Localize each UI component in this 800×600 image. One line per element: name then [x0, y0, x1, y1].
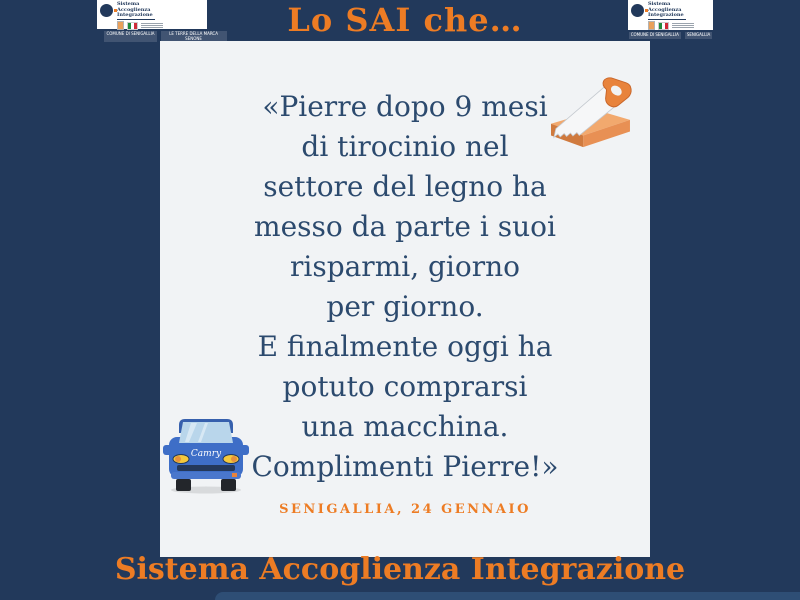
logo-name-line: Accoglienza	[117, 6, 151, 13]
partner-chip: COMUNE DI SENIGALLIA	[630, 32, 679, 37]
quote-line: potuto comprarsi	[282, 370, 528, 403]
partner-strip-right	[622, 32, 719, 39]
quote-line: «Pierre dopo 9 mesi	[262, 90, 548, 123]
logo-name-line: Accoglienza	[648, 6, 682, 13]
sai-logo-box	[628, 0, 713, 30]
logo-name-line: Sistema	[117, 1, 140, 7]
sai-logo-box	[97, 0, 207, 29]
quote-line: messo da parte i suoi	[254, 210, 556, 243]
italy-flag-icon	[127, 22, 138, 30]
italy-flag-icon	[658, 22, 669, 30]
sai-logo-icon	[100, 4, 113, 17]
quote-line: di tirocinio nel	[301, 130, 509, 163]
footer-title: Sistema Accoglienza Integrazione	[114, 552, 686, 587]
quote-card	[160, 41, 650, 557]
partner-logo-left	[93, 0, 238, 42]
quote-line: E finalmente oggi ha	[257, 330, 553, 363]
partner-logo-right	[622, 0, 719, 39]
sai-logo-name	[648, 2, 686, 20]
next-slide-edge	[215, 592, 800, 600]
quote-line: settore del legno ha	[263, 170, 547, 203]
quote-line: per giorno.	[326, 290, 484, 323]
quote-line: risparmi, giorno	[289, 250, 521, 283]
page-title: Lo SAI che…	[287, 1, 523, 39]
logo-name-line: Sistema	[648, 1, 671, 7]
partner-chip: COMUNE DI SENIGALLIA	[104, 31, 156, 42]
ministry-text-lines	[141, 23, 163, 28]
dateline: SENIGALLIA, 24 GENNAIO	[279, 502, 531, 517]
car-label: Camry	[190, 449, 222, 459]
logo-name-line: Integrazione	[648, 12, 684, 18]
quote-text	[175, 87, 635, 487]
emblem-icon	[648, 21, 655, 30]
ministry-text-lines	[672, 23, 694, 28]
partner-chip: SENIGALLIA	[686, 32, 711, 37]
logo-name-line: Integrazione	[117, 12, 153, 18]
partner-chip: LE TERRE DELLA MARCA SENONE	[161, 31, 227, 42]
emblem-icon	[117, 21, 124, 30]
orange-dot-icon	[114, 9, 117, 12]
sai-logo-name	[117, 2, 155, 20]
sai-logo-icon	[631, 4, 644, 17]
orange-dot-icon	[645, 9, 648, 12]
quote-line: una macchina.	[301, 410, 509, 443]
quote-line: Complimenti Pierre!»	[251, 450, 559, 483]
